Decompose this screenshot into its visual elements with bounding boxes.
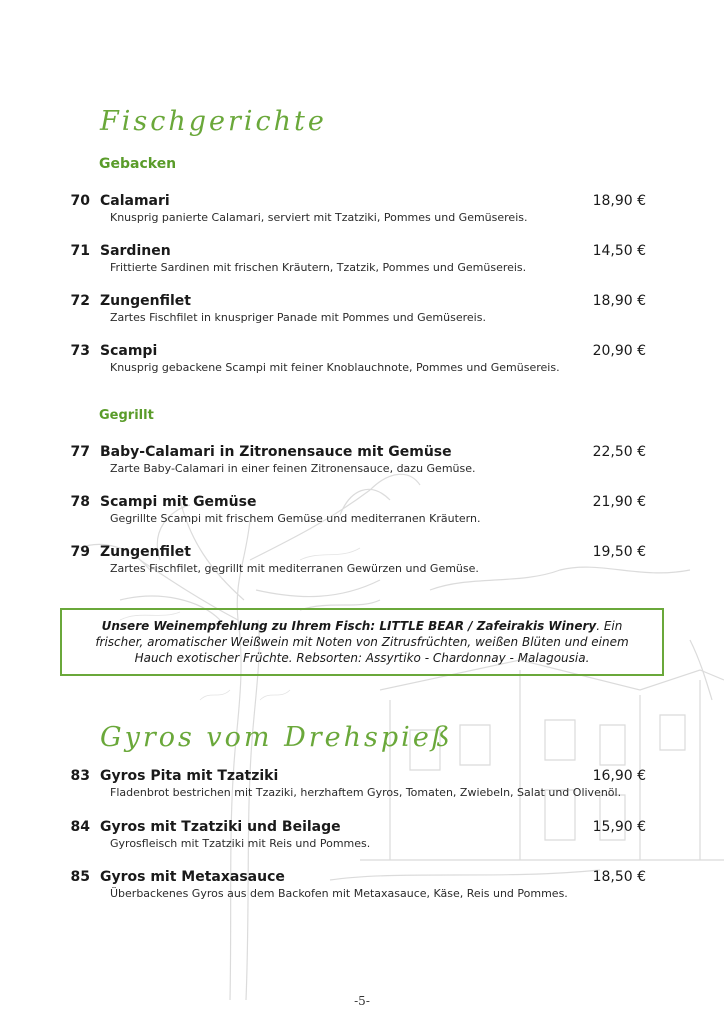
item-name: Scampi mit Gemüse [100, 494, 257, 510]
item-number: 72 [70, 293, 90, 309]
wine-recommendation-lead: Unsere Weinempfehlung zu Ihrem Fisch: LITTLE BEAR / Zafeirakis Winery [101, 619, 597, 633]
section-title-fischgerichte: Fischgerichte [100, 106, 327, 137]
group-label-gebacken: Gebacken [99, 156, 177, 172]
item-number: 73 [70, 343, 90, 359]
item-description: Überbackenes Gyros aus dem Backofen mit Metaxasauce, Käse, Reis und Pommes. [110, 887, 568, 900]
item-name: Gyros mit Metaxasauce [100, 869, 285, 885]
item-price: 18,50 € [592, 869, 646, 885]
menu-item [66, 819, 648, 859]
wine-recommendation-body: . Ein frischer, aromatischer Weißwein mit Noten von Zitrusfrüchten, weißen Blüten und einem Hauch exotischer Früchte. Rebsorten: Assyrtiko - Chardonnay - Malagousia. [95, 619, 629, 665]
page-number: -5- [354, 994, 370, 1008]
item-price: 19,50 € [592, 544, 646, 560]
item-description: Zartes Fischfilet in knuspriger Panade mit Pommes und Gemüsereis. [110, 311, 486, 324]
menu-item [66, 343, 648, 383]
item-name: Scampi [100, 343, 158, 359]
item-name: Gyros mit Tzatziki und Beilage [100, 819, 341, 835]
item-number: 71 [70, 243, 90, 259]
item-number: 77 [70, 444, 90, 460]
item-number: 83 [70, 768, 90, 784]
item-name: Sardinen [100, 243, 171, 259]
item-description: Frittierte Sardinen mit frischen Kräutern, Tzatzik, Pommes und Gemüsereis. [110, 261, 527, 274]
item-name: Zungenfilet [100, 293, 191, 309]
section-title-gyros: Gyros vom Drehspieß [100, 722, 453, 753]
item-price: 21,90 € [592, 494, 646, 510]
item-number: 84 [70, 819, 90, 835]
menu-item [66, 243, 648, 283]
item-description: Knusprig panierte Calamari, serviert mit Tzatziki, Pommes und Gemüsereis. [110, 211, 528, 224]
item-name: Gyros Pita mit Tzatziki [100, 768, 279, 784]
item-number: 78 [70, 494, 90, 510]
menu-item [66, 444, 648, 484]
menu-item [66, 193, 648, 233]
group-label-gegrillt: Gegrillt [99, 408, 154, 423]
menu-item [66, 494, 648, 534]
item-description: Fladenbrot bestrichen mit Tzaziki, herzhaftem Gyros, Tomaten, Zwiebeln, Salat und Olivenöl. [110, 786, 622, 799]
wine-recommendation-box [60, 608, 664, 676]
item-price: 22,50 € [592, 444, 646, 460]
item-description: Zarte Baby-Calamari in einer feinen Zitronensauce, dazu Gemüse. [110, 462, 476, 475]
item-name: Zungenfilet [100, 544, 191, 560]
item-description: Gegrillte Scampi mit frischem Gemüse und mediterranen Kräutern. [110, 512, 481, 525]
menu-item [66, 293, 648, 333]
item-number: 79 [70, 544, 90, 560]
item-number: 70 [70, 193, 90, 209]
item-price: 15,90 € [592, 819, 646, 835]
item-price: 20,90 € [592, 343, 646, 359]
wine-recommendation-text [78, 618, 646, 666]
item-number: 85 [70, 869, 90, 885]
item-description: Gyrosfleisch mit Tzatziki mit Reis und Pommes. [110, 837, 371, 850]
item-description: Zartes Fischfilet, gegrillt mit mediterranen Gewürzen und Gemüse. [110, 562, 479, 575]
item-name: Baby-Calamari in Zitronensauce mit Gemüse [100, 444, 452, 460]
item-price: 14,50 € [592, 243, 646, 259]
menu-item [66, 544, 648, 584]
menu-item [66, 768, 648, 808]
item-price: 18,90 € [592, 193, 646, 209]
item-price: 18,90 € [592, 293, 646, 309]
item-description: Knusprig gebackene Scampi mit feiner Knoblauchnote, Pommes und Gemüsereis. [110, 361, 560, 374]
menu-item [66, 869, 648, 909]
item-price: 16,90 € [592, 768, 646, 784]
item-name: Calamari [100, 193, 170, 209]
